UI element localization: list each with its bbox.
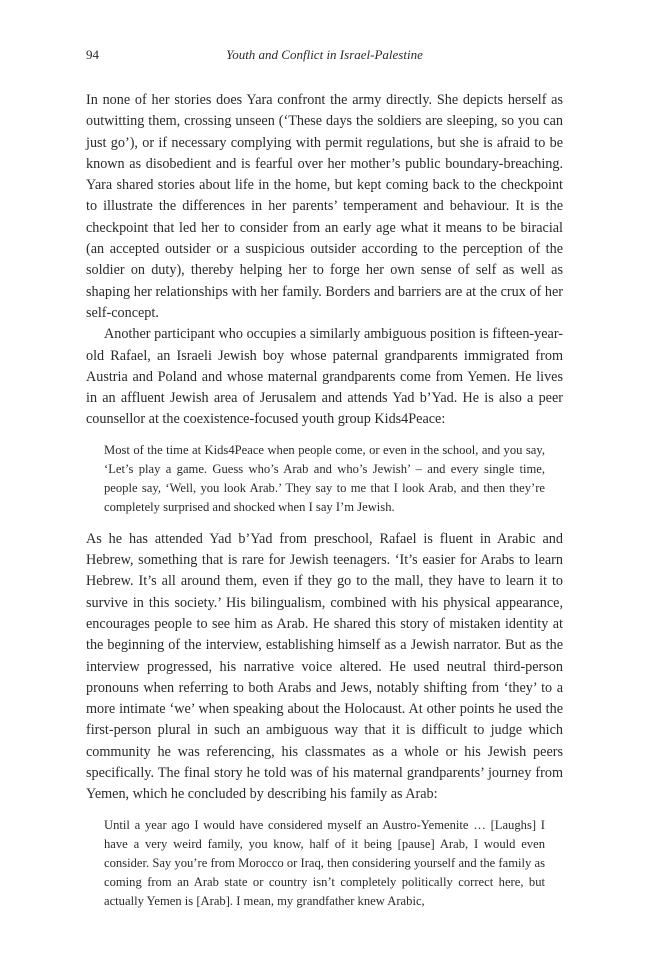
quote-kids4peace: Most of the time at Kids4Peace when people come, or even in the school, and you say, ‘Let’s play a game. Guess who’s Arab and who’s Jewish’ – and every single time, people say, ‘Well, you look Arab.’ They say to me that I look Arab, and then they’re completely surprised and shocked when I say I’m Jewish.: [104, 442, 545, 514]
quote-austro-yemenite: Until a year ago I would have considered myself an Austro-Yemenite … [Laughs] I have a very weird family, you know, half of it being [pause] Arab, I would even consider. Say you’re from Morocco or Iraq, then considering yourself and the family as coming from an Arab state or country isn’t completely politically correct here, but actually Yemen is [Arab]. I mean, my grandfather knew Arabic,: [104, 817, 545, 908]
body-text: [86, 90, 563, 923]
paragraph-rafael-intro: Another participant who occupies a similarly ambiguous position is fifteen-year-old Rafael, an Israeli Jewish boy whose paternal grandparents immigrated from Austria and Poland and whose maternal grandparents come from Yemen. He lives in an affluent Jewish area of Jerusalem and attends Yad b’Yad. He is also a peer counsellor at the coexistence-focused youth group Kids4Peace:: [86, 326, 563, 428]
running-head: [86, 47, 563, 67]
paragraph-rafael-bilingualism: As he has attended Yad b’Yad from preschool, Rafael is fluent in Arabic and Hebrew, something that is rare for Jewish teenagers. ‘It’s easier for Arabs to learn Hebrew. It’s all around them, even if they go to the mall, they have to learn it to survive in this society.’ His bilingualism, combined with his physical appearance, encourages people to see him as Arab. He shared this story of mistaken identity at the beginning of the interview, establishing himself as a Jewish narrator. But as the interview progressed, his narrative voice altered. He used neutral third-person pronouns when referring to both Arabs and Jews, notably shifting from ‘they’ to a more intimate ‘we’ when speaking about the Holocaust. At other points he used the first-person plural in such an ambiguous way that it is difficult to judge which community he was referencing, his classmates as a whole or his Jewish peers specifically. The final story he told was of his maternal grandparents’ journey from Yemen, which he concluded by describing his family as Arab:: [86, 530, 563, 803]
page-number: 94: [86, 47, 99, 62]
paragraph-yara-checkpoint: In none of her stories does Yara confront the army directly. She depicts herself as outwitting them, crossing unseen (‘These days the soldiers are sleeping, so you can just go’), or if necessary complying with permit regulations, but she is afraid to be known as disobedient and is fearful over her mother’s public boundary-breaching. Yara shared stories about life in the home, but kept coming back to the checkpoint to illustrate the differences in her parents’ temperament and behaviour. It is the checkpoint that led her to consider from an early age what it means to be biracial (an accepted outsider or a suspicious outsider according to the perception of the soldier on duty), thereby helping her to forge her own sense of self as well as shaping her relationships with her family. Borders and barriers are at the crux of her self-concept.: [86, 92, 563, 321]
running-title: Youth and Conflict in Israel-Palestine: [226, 47, 423, 62]
